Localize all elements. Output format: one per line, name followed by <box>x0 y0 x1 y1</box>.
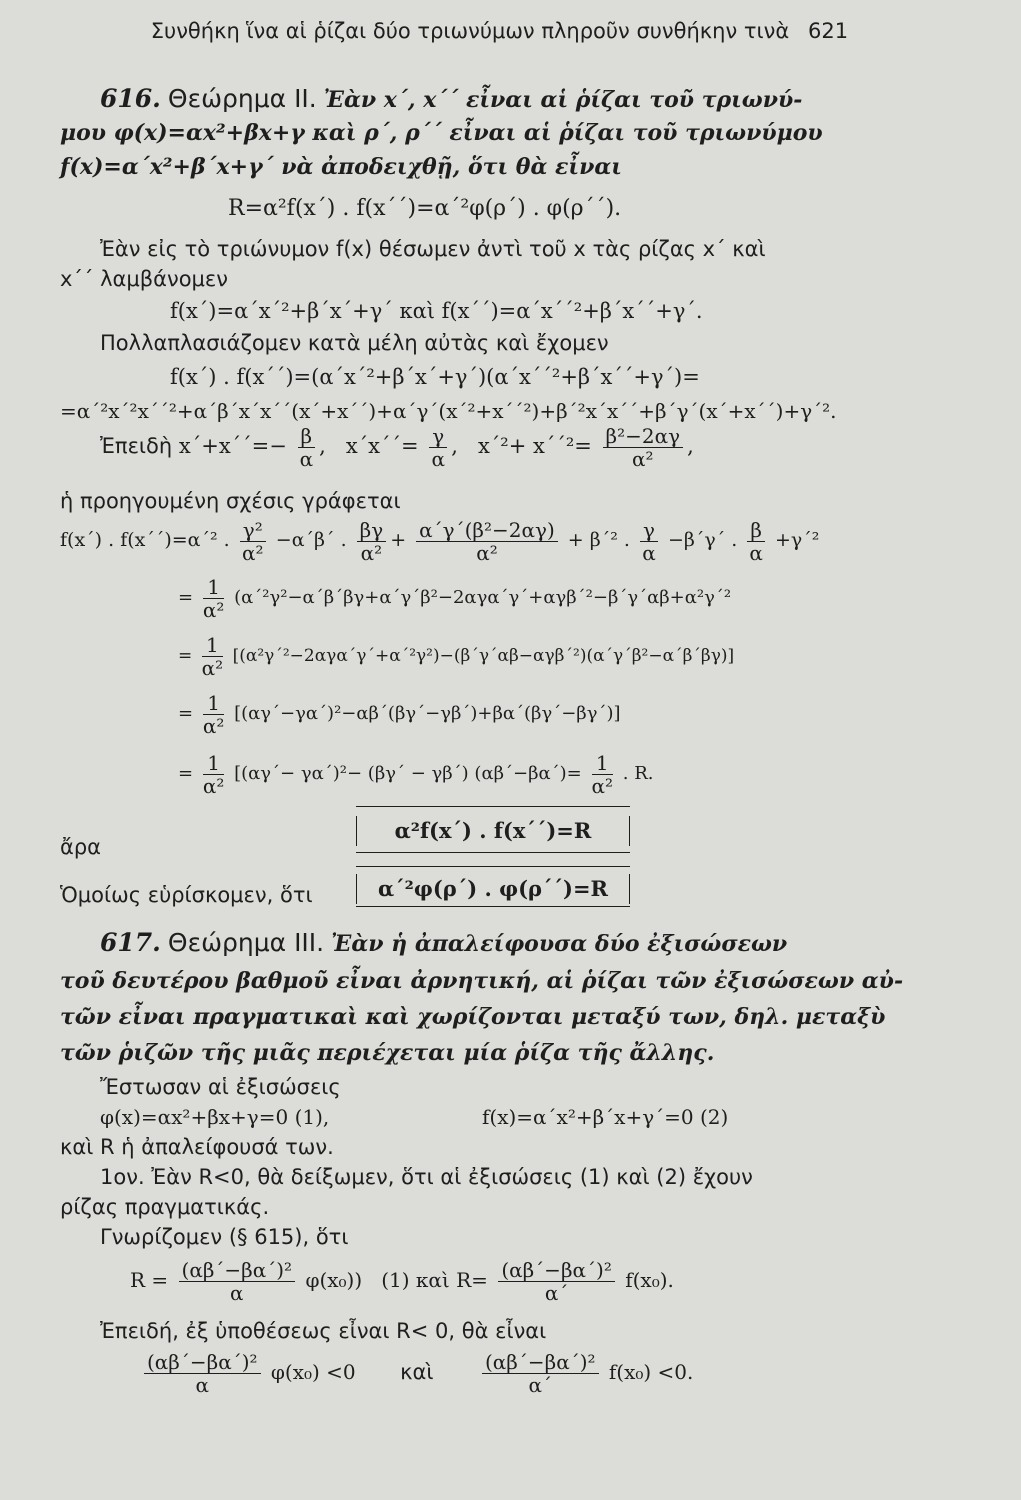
equation-product-1: f(x΄) . f(x΄΄)=(α΄x΄²+β΄x΄+γ΄)(α΄x΄΄²+β΄x΄΄+γ΄)= <box>170 365 700 389</box>
box-rule <box>356 852 630 853</box>
text-line: Γνωρίζομεν (§ 615), ὅτι <box>100 1225 349 1249</box>
text-line: Ἐὰν εἰς τὸ τριώνυμον f(x) θέσωμεν ἀντὶ τοῦ x τὰς ρίζας x΄ καὶ <box>100 237 766 261</box>
equals: = <box>178 646 193 666</box>
fraction <box>429 425 447 470</box>
numerator: 1 <box>592 752 614 775</box>
box-rule <box>356 866 630 867</box>
text-line: Ἐπειδή, ἐξ ὑποθέσεως εἶναι R< 0, θὰ εἶναι <box>100 1319 547 1343</box>
theorem-statement: Ἐὰν x΄, x΄΄ εἶναι αἱ ῥίζαι τοῦ τριωνύ- <box>323 87 803 113</box>
theorem-616-line-2: μου φ(x)=αx²+βx+γ καὶ ρ΄, ρ΄΄ εἶναι αἱ ῥίζαι τοῦ τριωνύμου <box>60 120 823 146</box>
similarly-label: Ὁμοίως εὑρίσκομεν, ὅτι <box>60 883 313 907</box>
box-rule <box>356 806 630 807</box>
expansion-lead: f(x΄) . f(x΄΄)=α΄² . <box>60 529 230 551</box>
theorem-label: Θεώρημα III. <box>167 928 325 957</box>
text-line: ρίζας πραγματικάς. <box>60 1195 270 1219</box>
numerator: (αβ΄−βα΄)² <box>179 1259 296 1282</box>
expression: [(α²γ΄²−2αγα΄γ΄+α΄²γ²)−(β΄γ΄αβ−αγβ΄²)(α΄γ΄β²−α΄β΄βγ)] <box>232 646 735 666</box>
expansion-row-2 <box>178 632 734 680</box>
fraction <box>747 519 765 564</box>
numerator: β <box>747 519 765 542</box>
phi-inequality: φ(x₀) <0 <box>270 1360 356 1384</box>
running-header: Συνθήκη ἵνα αἱ ῥίζαι δύο τριωνύμων πληροῦν συνθήκην τινὰ <box>150 19 790 43</box>
fraction <box>203 692 225 737</box>
f-inequality: f(x₀) <0. <box>608 1360 694 1384</box>
equals: = <box>178 703 194 724</box>
theorem-label: Θεώρημα II. <box>167 84 317 113</box>
expression: [(αγ΄− γα΄)²− (βγ΄ − γβ΄) (αβ΄−βα΄)= <box>234 763 582 784</box>
text-line: Ἔστωσαν αἱ ἐξισώσεις <box>100 1075 341 1099</box>
denominator: α <box>642 540 656 565</box>
theorem-617-line-4: τῶν ῥιζῶν τῆς μιᾶς περιέχεται μία ῥίζα τῆς ἄλλης. <box>60 1040 715 1066</box>
result-box-2: α΄²φ(ρ΄) . φ(ρ΄΄)=R <box>356 874 630 904</box>
numerator: (αβ΄−βα΄)² <box>144 1351 261 1374</box>
since-label: Ἐπειδὴ <box>100 434 173 458</box>
numerator: β²−2αγ <box>603 425 684 448</box>
equation-R: R=α²f(x΄) . f(x΄΄)=α΄²φ(ρ΄) . φ(ρ΄΄). <box>228 196 622 221</box>
denominator: α² <box>202 597 225 622</box>
numerator: γ <box>429 425 447 448</box>
numerator: 1 <box>203 576 225 599</box>
denominator: α <box>299 447 314 471</box>
fraction <box>203 576 225 621</box>
theorem-616-line-3: f(x)=α΄x²+β΄x+γ΄ νὰ ἀποδειχθῇ, ὅτι θὰ εἶναι <box>60 154 622 180</box>
fraction <box>144 1351 261 1396</box>
denominator: α² <box>241 540 264 565</box>
text-line: Πολλαπλασιάζομεν κατὰ μέλη αὐτὰς καὶ ἔχομεν <box>100 331 609 355</box>
term: −α΄β΄ . <box>275 529 347 551</box>
equation-fx: f(x΄)=α΄x΄²+β΄x΄+γ΄ καὶ f(x΄΄)=α΄x΄΄²+β΄x΄΄+γ΄. <box>170 299 703 323</box>
text-line: ἡ προηγουμένη σχέσις γράφεται <box>60 489 401 513</box>
denominator: α <box>195 1373 210 1397</box>
denominator: α² <box>476 540 498 565</box>
theorem-617-line-2: τοῦ δευτέρου βαθμοῦ εἶναι ἀρνητική, αἱ ῥίζαι τῶν ἐξισώσεων αὐ- <box>60 968 904 994</box>
numerator: β <box>298 425 316 448</box>
numerator: γ <box>640 519 658 542</box>
theorem-statement: Ἐὰν ἡ ἀπαλείφουσα δύο ἐξισώσεων <box>331 931 788 957</box>
equals: = <box>178 763 194 784</box>
f-x0: f(x₀). <box>625 1268 674 1292</box>
ara-label: ἄρα <box>60 835 102 859</box>
fraction <box>298 425 316 470</box>
numerator: α΄γ΄(β²−2αγ) <box>416 519 558 542</box>
equation-2: f(x)=α΄x²+β΄x+γ΄=0 (2) <box>482 1105 729 1129</box>
phi-x0: φ(x₀)) <box>305 1268 363 1292</box>
expansion-row-0 <box>60 516 819 564</box>
plus: + <box>390 529 407 551</box>
squares-lhs: x΄²+ x΄΄²= <box>477 434 592 458</box>
numerator: 1 <box>202 634 224 657</box>
expression-end: . R. <box>622 763 654 784</box>
denominator: α <box>230 1281 244 1305</box>
product-lhs: x΄x΄΄= <box>345 434 419 458</box>
result-box-1: α²f(x΄) . f(x΄΄)=R <box>356 816 630 846</box>
denominator: α΄ <box>528 1373 553 1397</box>
denominator: α΄ <box>544 1281 569 1305</box>
resultant-formula <box>130 1252 674 1308</box>
section-number: 617. <box>100 928 161 957</box>
denominator: α <box>749 540 763 565</box>
text-line: καὶ R ἡ ἀπαλείφουσά των. <box>60 1135 334 1159</box>
term: −β΄γ΄ . <box>667 529 738 551</box>
fraction <box>203 752 225 797</box>
denominator: α² <box>632 447 654 471</box>
theorem-617-line-1 <box>100 930 787 958</box>
numerator: βγ <box>357 519 387 542</box>
inequality-line <box>140 1344 693 1400</box>
term: +γ΄² <box>774 529 820 551</box>
numerator: 1 <box>203 752 225 775</box>
fraction <box>498 1259 615 1304</box>
expansion-row-3 <box>178 690 621 738</box>
page-number: 621 <box>808 19 849 43</box>
fraction <box>416 519 558 564</box>
numerator: (αβ΄−βα΄)² <box>498 1259 615 1282</box>
section-number: 616. <box>100 84 161 113</box>
fraction <box>179 1259 296 1304</box>
equals: = <box>178 587 194 608</box>
fraction <box>202 634 224 679</box>
since-line: Ἐπειδὴ x΄+x΄΄=− $\frac{\beta}{\alpha}$ , x΄x΄΄= $\frac{\gamma}{\alpha}$ , x΄²+ x΄΄²= $\frac{\text{β²−2αγ}}{\text{α²}}$ , <box>100 424 694 471</box>
equation-1: φ(x)=αx²+βx+γ=0 (1), <box>100 1105 330 1129</box>
theorem-616-line-1 <box>100 86 802 114</box>
theorem-617-line-3: τῶν εἶναι πραγματικαὶ καὶ χωρίζονται μεταξύ των, δηλ. μεταξὺ <box>60 1004 886 1030</box>
denominator: α² <box>591 773 614 798</box>
denominator: α <box>431 447 446 471</box>
numerator: 1 <box>203 692 225 715</box>
numerator: γ² <box>240 519 266 542</box>
text-line: 1ον. Ἐὰν R<0, θὰ δείξωμεν, ὅτι αἱ ἐξισώσεις (1) καὶ (2) ἔχουν <box>100 1165 753 1189</box>
fraction <box>357 519 387 564</box>
fraction <box>592 752 614 797</box>
denominator: α² <box>360 540 383 565</box>
numerator: (αβ΄−βα΄)² <box>482 1351 599 1374</box>
term: + β΄² . <box>567 529 630 551</box>
sum-lhs: x΄+x΄΄=− <box>178 434 287 458</box>
fraction <box>603 425 684 470</box>
expansion-row-1 <box>178 574 731 622</box>
R-lead: R = <box>130 1268 169 1292</box>
box-rule <box>356 906 630 907</box>
fraction <box>482 1351 599 1396</box>
fraction <box>240 519 266 564</box>
kai: καὶ <box>400 1360 434 1384</box>
text-line: x΄΄ λαμβάνομεν <box>60 267 228 291</box>
denominator: α² <box>202 713 225 738</box>
expansion-row-4 <box>178 750 653 798</box>
equation-product-2: =α΄²x΄²x΄΄²+α΄β΄x΄x΄΄(x΄+x΄΄)+α΄γ΄(x΄²+x΄΄²)+β΄²x΄x΄΄+β΄γ΄(x΄+x΄΄)+γ΄². <box>60 399 837 423</box>
expression: (α΄²γ²−α΄β΄βγ+α΄γ΄β²−2αγα΄γ΄+αγβ΄²−β΄γ΄αβ+α²γ΄² <box>234 587 732 608</box>
middle-text: (1) καὶ R= <box>381 1268 488 1292</box>
denominator: α² <box>202 773 225 798</box>
expression: [(αγ΄−γα΄)²−αβ΄(βγ΄−γβ΄)+βα΄(βγ΄−βγ΄)] <box>234 703 621 724</box>
fraction <box>640 519 658 564</box>
denominator: α² <box>201 656 224 680</box>
